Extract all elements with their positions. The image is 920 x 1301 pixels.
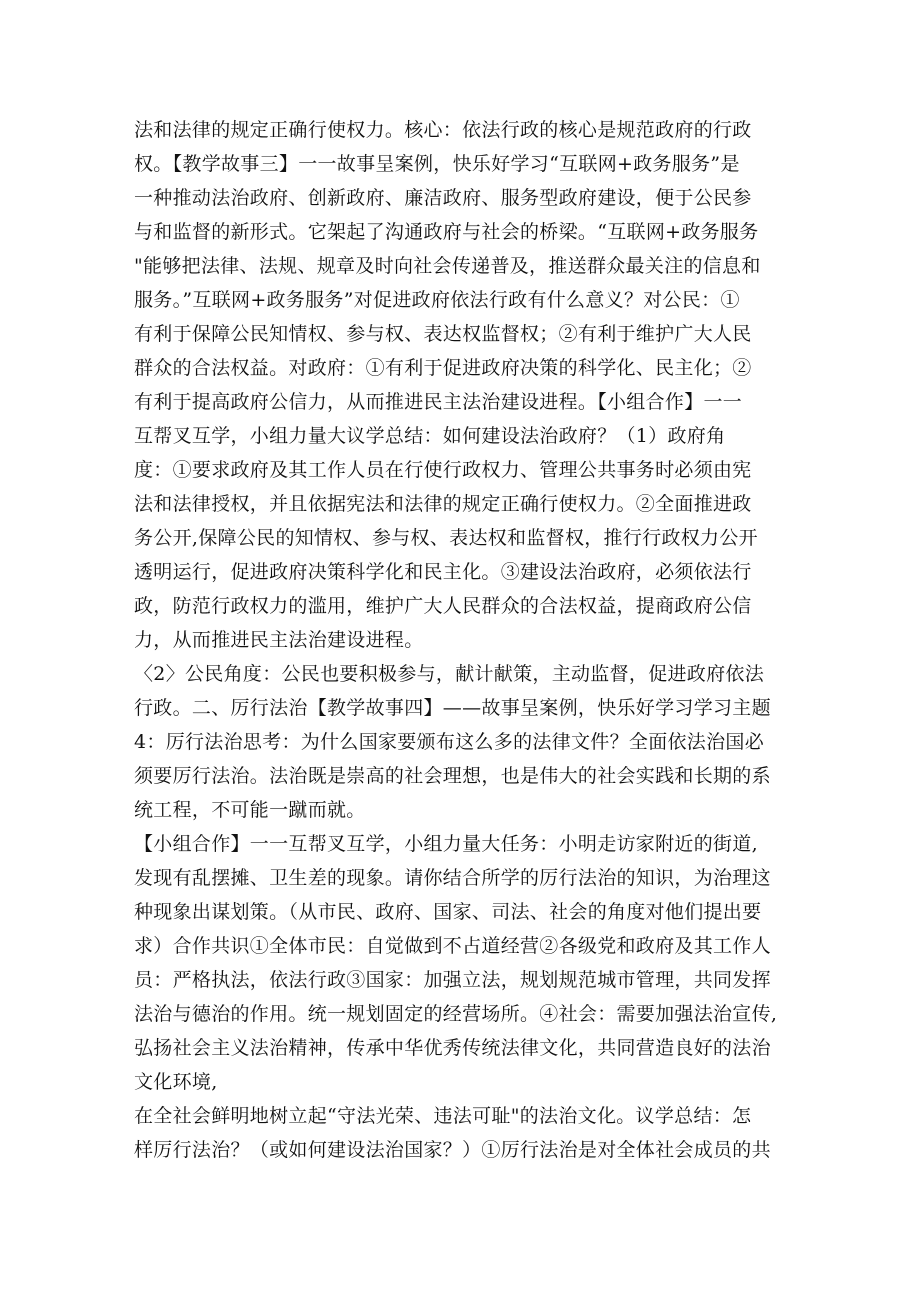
text-line: 须要厉行法治。法治既是崇高的社会理想，也是伟大的社会实践和长期的系	[134, 765, 771, 787]
text-line: 求）合作共识①全体市民：自觉做到不占道经营②各级党和政府及其工作人	[134, 935, 771, 957]
text-line: 种现象出谋划策。（从市民、政府、国家、司法、社会的角度对他们提出要	[134, 901, 762, 923]
text-line: 4：厉行法治思考：为什么国家要颁布这么多的法律文件？全面依法治国必	[134, 731, 764, 753]
text-line: 法治与德治的作用。统一规划固定的经营场所。④社会：需要加强法治宣传,	[134, 1003, 778, 1025]
text-line: 度：①要求政府及其工作人员在行使行政权力、管理公共事务时必须由宪	[134, 459, 752, 481]
text-line: 权。【教学故事三】一一故事呈案例，快乐好学习“互联网+政务服务”是	[134, 153, 740, 175]
text-line: 【小组合作】一一互帮叉互学，小组力量大任务：小明走访家附近的街道,	[134, 833, 758, 855]
document-body	[134, 113, 794, 1167]
text-line: 样厉行法治？（或如何建设法治国家？）①厉行法治是对全体社会成员的共	[134, 1139, 771, 1161]
text-line: 有利于提高政府公信力，从而推进民主法治建设进程。【小组合作】一一	[134, 391, 743, 413]
text-line: 法和法律授权，并且依据宪法和法律的规定正确行使权力。②全面推进政	[134, 493, 752, 515]
text-line: 法和法律的规定正确行使权力。核心：依法行政的核心是规范政府的行政	[134, 119, 752, 141]
text-line: 文化环境,	[134, 1071, 218, 1093]
text-line: 一种推动法治政府、创新政府、廉洁政府、服务型政府建设，便于公民参	[134, 187, 752, 209]
text-line: 力，从而推进民主法治建设进程。	[134, 629, 424, 651]
text-line: 行政。二、厉行法治【教学故事四】——故事呈案例，快乐好学习学习主题	[134, 697, 771, 719]
text-line: 透明运行，促进政府决策科学化和民主化。③建设法治政府，必须依法行	[134, 561, 752, 583]
text-line: 互帮叉互学，小组力量大议学总结：如何建设法治政府？（1）政府角	[134, 425, 726, 447]
text-line: "能够把法律、法规、规章及时向社会传递普及，推送群众最关注的信息和	[134, 255, 761, 277]
text-line: 统工程，不可能一蹴而就。	[134, 799, 366, 821]
text-line: 在全社会鲜明地树立起“守法光荣、违法可耻"的法治文化。议学总结：怎	[134, 1105, 752, 1127]
text-line: 弘扬社会主义法治精神，传承中华优秀传统法律文化，共同营造良好的法治	[134, 1037, 771, 1059]
text-line: 服务。”互联网+政务服务”对促进政府依法行政有什么意义？对公民：①	[134, 289, 740, 311]
text-line: 与和监督的新形式。它架起了沟通政府与社会的桥梁。“互联网+政务服务	[134, 221, 759, 243]
text-line: 有利于保障公民知情权、参与权、表达权监督权；②有利于维护广大人民	[134, 323, 752, 345]
text-line: 政，防范行政权力的滥用，维护广大人民群众的合法权益，提商政府公信	[134, 595, 752, 617]
text-line: 发现有乱摆摊、卫生差的现象。请你结合所学的厉行法治的知识，为治理这	[134, 867, 771, 889]
text-line: 群众的合法权益。对政府：①有利于促进政府决策的科学化、民主化；②	[134, 357, 752, 379]
text-line: 员：严格执法，依法行政③国家：加强立法，规划规范城市管理，共同发挥	[134, 969, 771, 991]
text-line: 务公开,保障公民的知情权、参与权、表达权和监督权，推行行政权力公开	[134, 527, 758, 549]
text-line: 〈2〉公民角度：公民也要积极参与，献计献策，主动监督，促进政府依法	[134, 663, 764, 685]
